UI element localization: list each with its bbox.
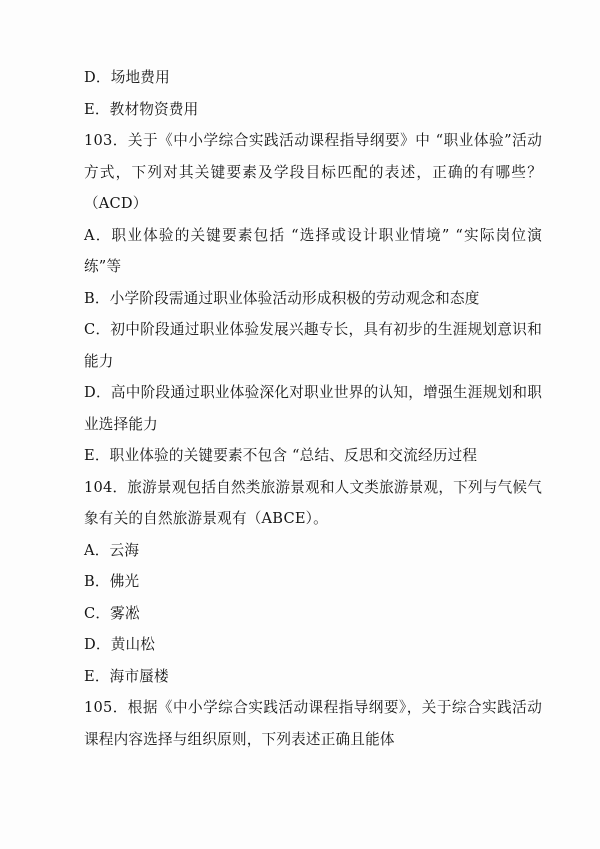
option-line: A．职业体验的关键要素包括 “选择或设计职业情境” “实际岗位演练”等 bbox=[84, 226, 542, 275]
option-line: B．小学阶段需通过职业体验活动形成积极的劳动观念和态度 bbox=[84, 289, 480, 307]
option-line: D．场地费用 bbox=[84, 69, 170, 86]
option-line: C．初中阶段通过职业体验发展兴趣专长，具有初步的生涯规划意识和能力 bbox=[84, 321, 542, 370]
option-line: B．佛光 bbox=[84, 573, 140, 590]
option-line: A．云海 bbox=[84, 541, 140, 559]
option-line: E．海市蜃楼 bbox=[84, 667, 169, 685]
question-stem: 105．根据《中小学综合实践活动课程指导纲要》，关于综合实践活动课程内容选择与组织原则，下列表述正确且能体 bbox=[84, 699, 542, 748]
option-line: D．高中阶段通过职业体验深化对职业世界的认知，增强生涯规划和职业选择能力 bbox=[84, 384, 542, 433]
option-line: D．黄山松 bbox=[84, 636, 156, 653]
option-line: E．教材物资费用 bbox=[84, 100, 199, 118]
option-line: E．职业体验的关键要素不包含 “总结、反思和交流经历过程 bbox=[84, 447, 478, 464]
question-stem: 104．旅游景观包括自然类旅游景观和人文类旅游景观，下列与气候气象有关的自然旅游景观有（ABCE）。 bbox=[84, 478, 542, 527]
option-line: C．雾凇 bbox=[84, 604, 140, 622]
question-stem: 103．关于《中小学综合实践活动课程指导纲要》中 “职业体验”活动方式，下列对其关键要素及学段目标匹配的表述，正确的有哪些？（ACD） bbox=[84, 132, 542, 212]
document-body bbox=[84, 62, 542, 755]
